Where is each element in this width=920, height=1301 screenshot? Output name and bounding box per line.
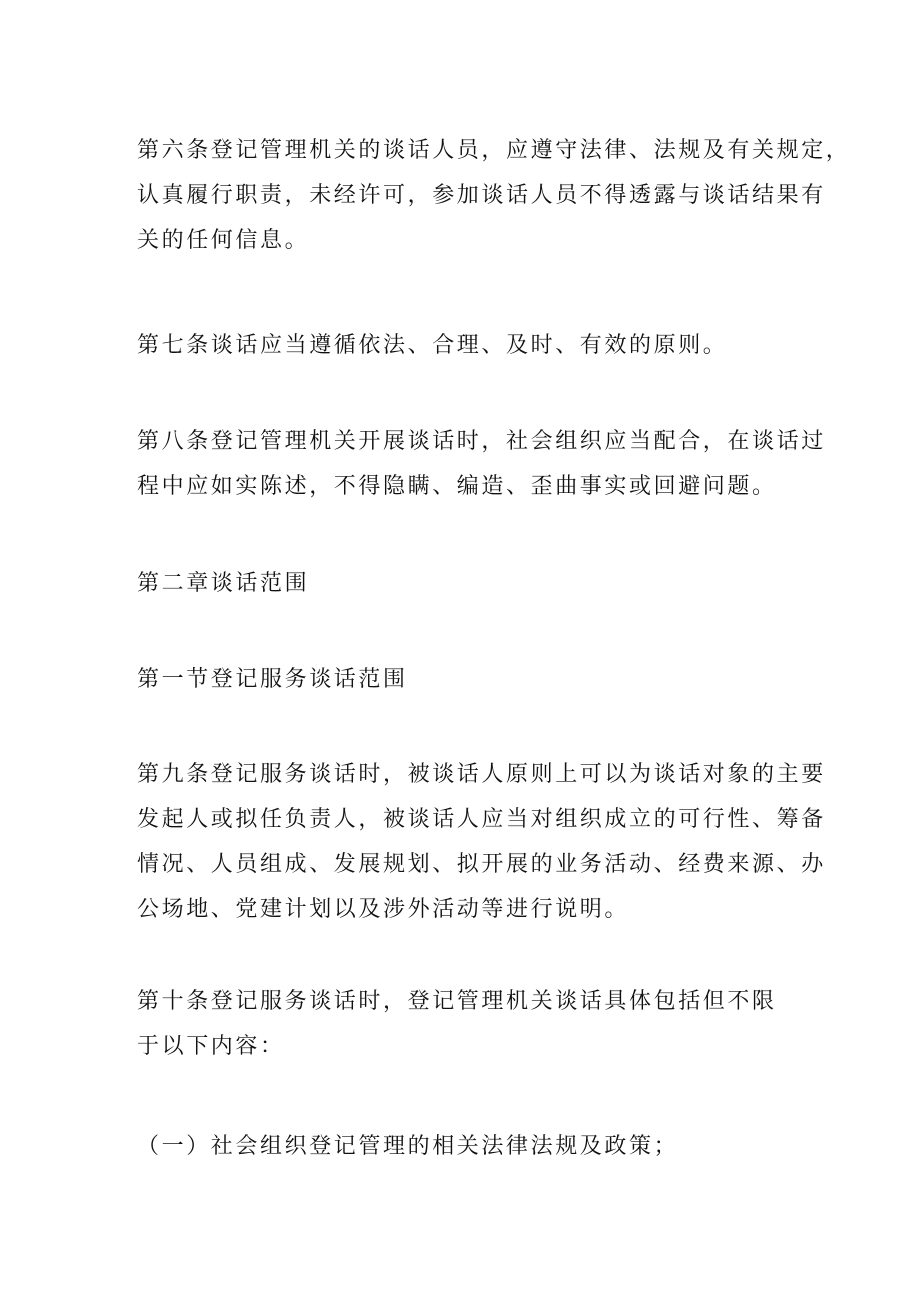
article-8-paragraph <box>137 419 826 509</box>
article-6-paragraph <box>137 128 851 263</box>
article-7-paragraph <box>137 323 807 368</box>
text-line: （一）社会组织登记管理的相关法律法规及政策； <box>137 1134 679 1159</box>
text-line: 程中应如实陈述，不得隐瞒、编造、歪曲事实或回避问题。 <box>137 474 777 499</box>
text-line: 第八条登记管理机关开展谈话时，社会组织应当配合，在谈话过 <box>137 429 826 454</box>
article-10-paragraph <box>137 979 807 1069</box>
text-line: 第六条登记管理机关的谈话人员，应遵守法律、法规及有关规定， <box>137 138 851 163</box>
text-line: 第七条谈话应当遵循依法、合理、及时、有效的原则。 <box>137 333 728 358</box>
text-line: 发起人或拟任负责人，被谈话人应当对组织成立的可行性、筹备 <box>137 807 826 832</box>
chapter-2-heading <box>137 561 807 606</box>
section-1-heading <box>137 657 807 702</box>
text-line: 于以下内容： <box>137 1034 285 1059</box>
article-9-paragraph <box>137 752 826 932</box>
text-line: 关的任何信息。 <box>137 228 310 253</box>
text-line: 第二章谈话范围 <box>137 571 310 596</box>
item-1-paragraph <box>137 1124 807 1169</box>
text-line: 认真履行职责，未经许可，参加谈话人员不得透露与谈话结果有 <box>137 183 826 208</box>
text-line: 第一节登记服务谈话范围 <box>137 667 408 692</box>
text-line: 第九条登记服务谈话时，被谈话人原则上可以为谈话对象的主要 <box>137 762 826 787</box>
text-line: 情况、人员组成、发展规划、拟开展的业务活动、经费来源、办 <box>137 852 826 877</box>
text-line: 公场地、党建计划以及涉外活动等进行说明。 <box>137 897 630 922</box>
text-line: 第十条登记服务谈话时，登记管理机关谈话具体包括但不限 <box>137 989 777 1014</box>
